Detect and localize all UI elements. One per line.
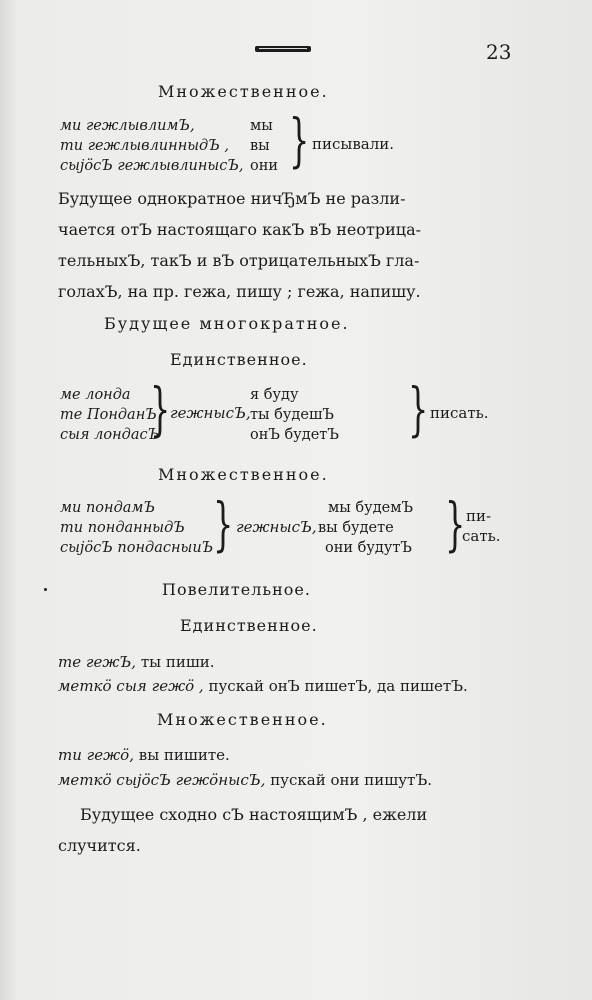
- heading-plural-1: Множественное.: [158, 82, 329, 101]
- text-line: случится.: [58, 836, 141, 855]
- text-line: голахЪ, на пр. гежа, пишу ; гежа, напишу.: [58, 282, 421, 301]
- right-brace: }: [289, 106, 310, 174]
- subheading-singular: Единственное.: [170, 350, 308, 369]
- page-number: 23: [486, 40, 512, 64]
- komi-form: меткö сыјöсЪ гежöнысЪ,: [58, 771, 266, 789]
- subheading-singular-2: Единственное.: [180, 616, 318, 635]
- komi-form: сыјöсЪ гежлывлинысЪ,: [60, 158, 244, 174]
- komi-form: сыјöсЪ пондасныиЪ: [60, 540, 214, 556]
- text-line: тельныхЪ, такЪ и вЪ отрицательныхЪ гла-: [58, 251, 420, 270]
- heading-future-frequentative: Будущее многократное.: [104, 314, 350, 333]
- imperative-line-1: [58, 652, 215, 672]
- komi-form: ми гежлывлимЪ,: [60, 118, 195, 134]
- paragraph-future-simple: [58, 183, 528, 307]
- right-brace: }: [213, 490, 234, 558]
- komi-form: ми пондамЪ: [60, 500, 155, 516]
- russian-pronoun: мы: [250, 118, 273, 134]
- russian-form: онЪ будетЪ: [250, 427, 339, 443]
- imperative-plural-line-2: [58, 770, 432, 790]
- paragraph-future-note: [58, 799, 528, 861]
- komi-form: ти гежлывлинныдЪ ,: [60, 138, 229, 154]
- russian-form: ты пиши.: [140, 653, 215, 671]
- komi-form: те гежЪ,: [58, 653, 137, 671]
- russian-pronoun: вы: [250, 138, 270, 154]
- text-line: чается отЪ настоящаго какЪ вЪ неотрица-: [58, 220, 422, 239]
- russian-form: пускай онЪ пишетЪ, да пишетЪ.: [208, 677, 468, 695]
- ink-spot: [44, 588, 47, 591]
- russian-form: вы пишите.: [138, 746, 230, 764]
- right-brace: }: [150, 375, 171, 443]
- auxiliary-form: гежнысЪ,: [236, 518, 317, 536]
- komi-form: ти понданныдЪ: [60, 520, 185, 536]
- russian-form: мы будемЪ: [328, 500, 413, 516]
- russian-pronoun: они: [250, 158, 279, 174]
- text-line: Будущее однократное ничЂмЪ не разли-: [58, 189, 406, 208]
- komi-form: меткö сыя гежö ,: [58, 677, 204, 695]
- russian-form: вы будете: [318, 520, 394, 536]
- imperative-line-2: [58, 676, 468, 696]
- russian-form: ты будешЪ: [250, 407, 334, 423]
- komi-form: сыя лондасЪ: [60, 427, 160, 443]
- heading-plural-2: Множественное.: [158, 465, 329, 484]
- verb-form-bottom: сать.: [462, 527, 501, 545]
- text-line: Будущее сходно сЪ настоящимЪ , ежели: [80, 805, 428, 824]
- komi-form: те ПонданЪ: [60, 407, 157, 423]
- verb-form-top: пи-: [466, 507, 492, 525]
- right-brace: }: [445, 490, 466, 558]
- komi-form: ти гежö,: [58, 746, 134, 764]
- heading-imperative: Повелительное.: [162, 580, 311, 599]
- imperative-plural-line-1: [58, 745, 230, 765]
- verb-form: писывали.: [312, 135, 395, 153]
- right-brace: }: [408, 375, 429, 443]
- heading-plural-3: Множественное.: [157, 710, 328, 729]
- russian-form: пускай они пишутЪ.: [270, 771, 433, 789]
- auxiliary-form: гежнысЪ,: [170, 404, 251, 422]
- header-rule: [255, 46, 311, 52]
- russian-form: я буду: [250, 387, 299, 403]
- russian-form: они будутЪ: [325, 540, 412, 556]
- verb-form: писать.: [430, 404, 489, 422]
- komi-form: ме лонда: [60, 387, 131, 403]
